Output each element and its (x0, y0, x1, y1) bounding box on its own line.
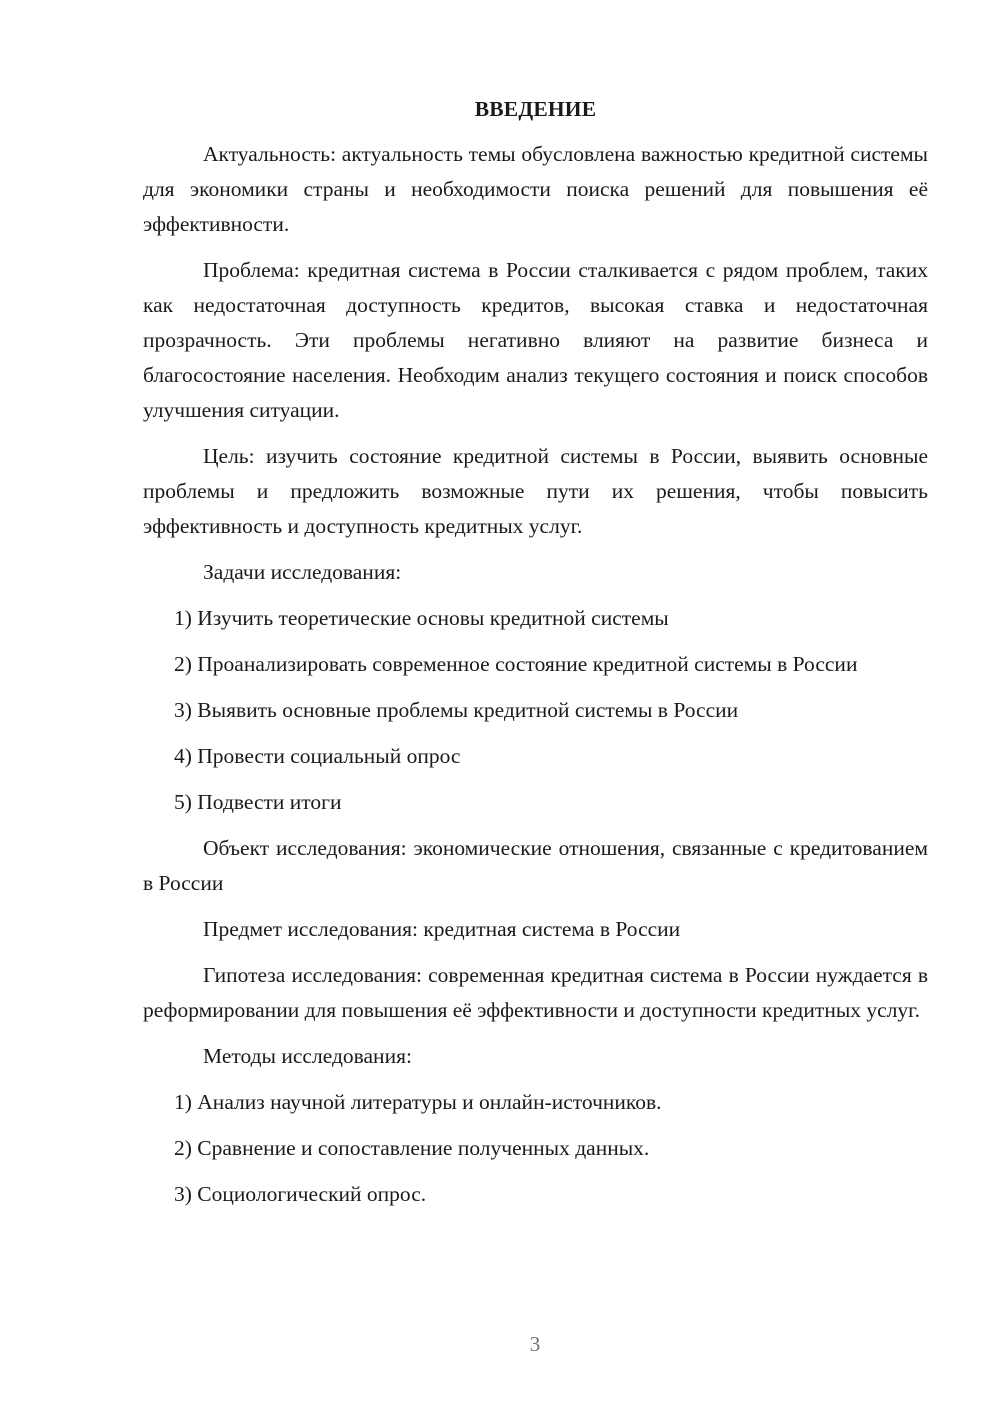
methods-list (143, 1085, 928, 1212)
subject-paragraph: Предмет исследования: кредитная система в России (203, 917, 681, 941)
tasks-list (143, 601, 928, 820)
list-item: 2) Сравнение и сопоставление полученных данных. (174, 1136, 650, 1160)
problem-paragraph: Проблема: кредитная система в России сталкивается с рядом проблем, таких как недостаточная доступность кредитов, высокая ставка и недостаточная прозрачность. Эти проблемы негативно влияют на развитие бизнеса и благосостояние населения. Необходим анализ текущего состояния и поиск способов улучшения ситуации. (143, 258, 928, 422)
page-content (143, 92, 928, 1223)
tasks-title: Задачи исследования: (203, 560, 402, 584)
list-item: 3) Социологический опрос. (174, 1182, 427, 1206)
section-heading: ВВЕДЕНИЕ (474, 97, 597, 121)
relevance-paragraph: Актуальность: актуальность темы обусловлена важностью кредитной системы для экономики страны и необходимости поиска решений для повышения её эффективности. (143, 142, 928, 236)
methods-title: Методы исследования: (203, 1044, 412, 1068)
goal-paragraph: Цель: изучить состояние кредитной системы в России, выявить основные проблемы и предложить возможные пути их решения, чтобы повысить эффективность и доступность кредитных услуг. (143, 444, 928, 538)
list-item: 1) Анализ научной литературы и онлайн-источников. (174, 1090, 662, 1114)
list-item: 5) Подвести итоги (174, 790, 342, 814)
list-item: 4) Провести социальный опрос (174, 744, 461, 768)
list-item: 1) Изучить теоретические основы кредитной системы (174, 606, 669, 630)
object-paragraph: Объект исследования: экономические отношения, связанные с кредитованием в России (143, 836, 928, 895)
list-item: 3) Выявить основные проблемы кредитной системы в России (174, 698, 739, 722)
hypothesis-paragraph: Гипотеза исследования: современная кредитная система в России нуждается в реформировании для повышения её эффективности и доступности кредитных услуг. (143, 963, 928, 1022)
list-item: 2) Проанализировать современное состояние кредитной системы в России (174, 652, 858, 676)
page-number: 3 (529, 1332, 541, 1356)
